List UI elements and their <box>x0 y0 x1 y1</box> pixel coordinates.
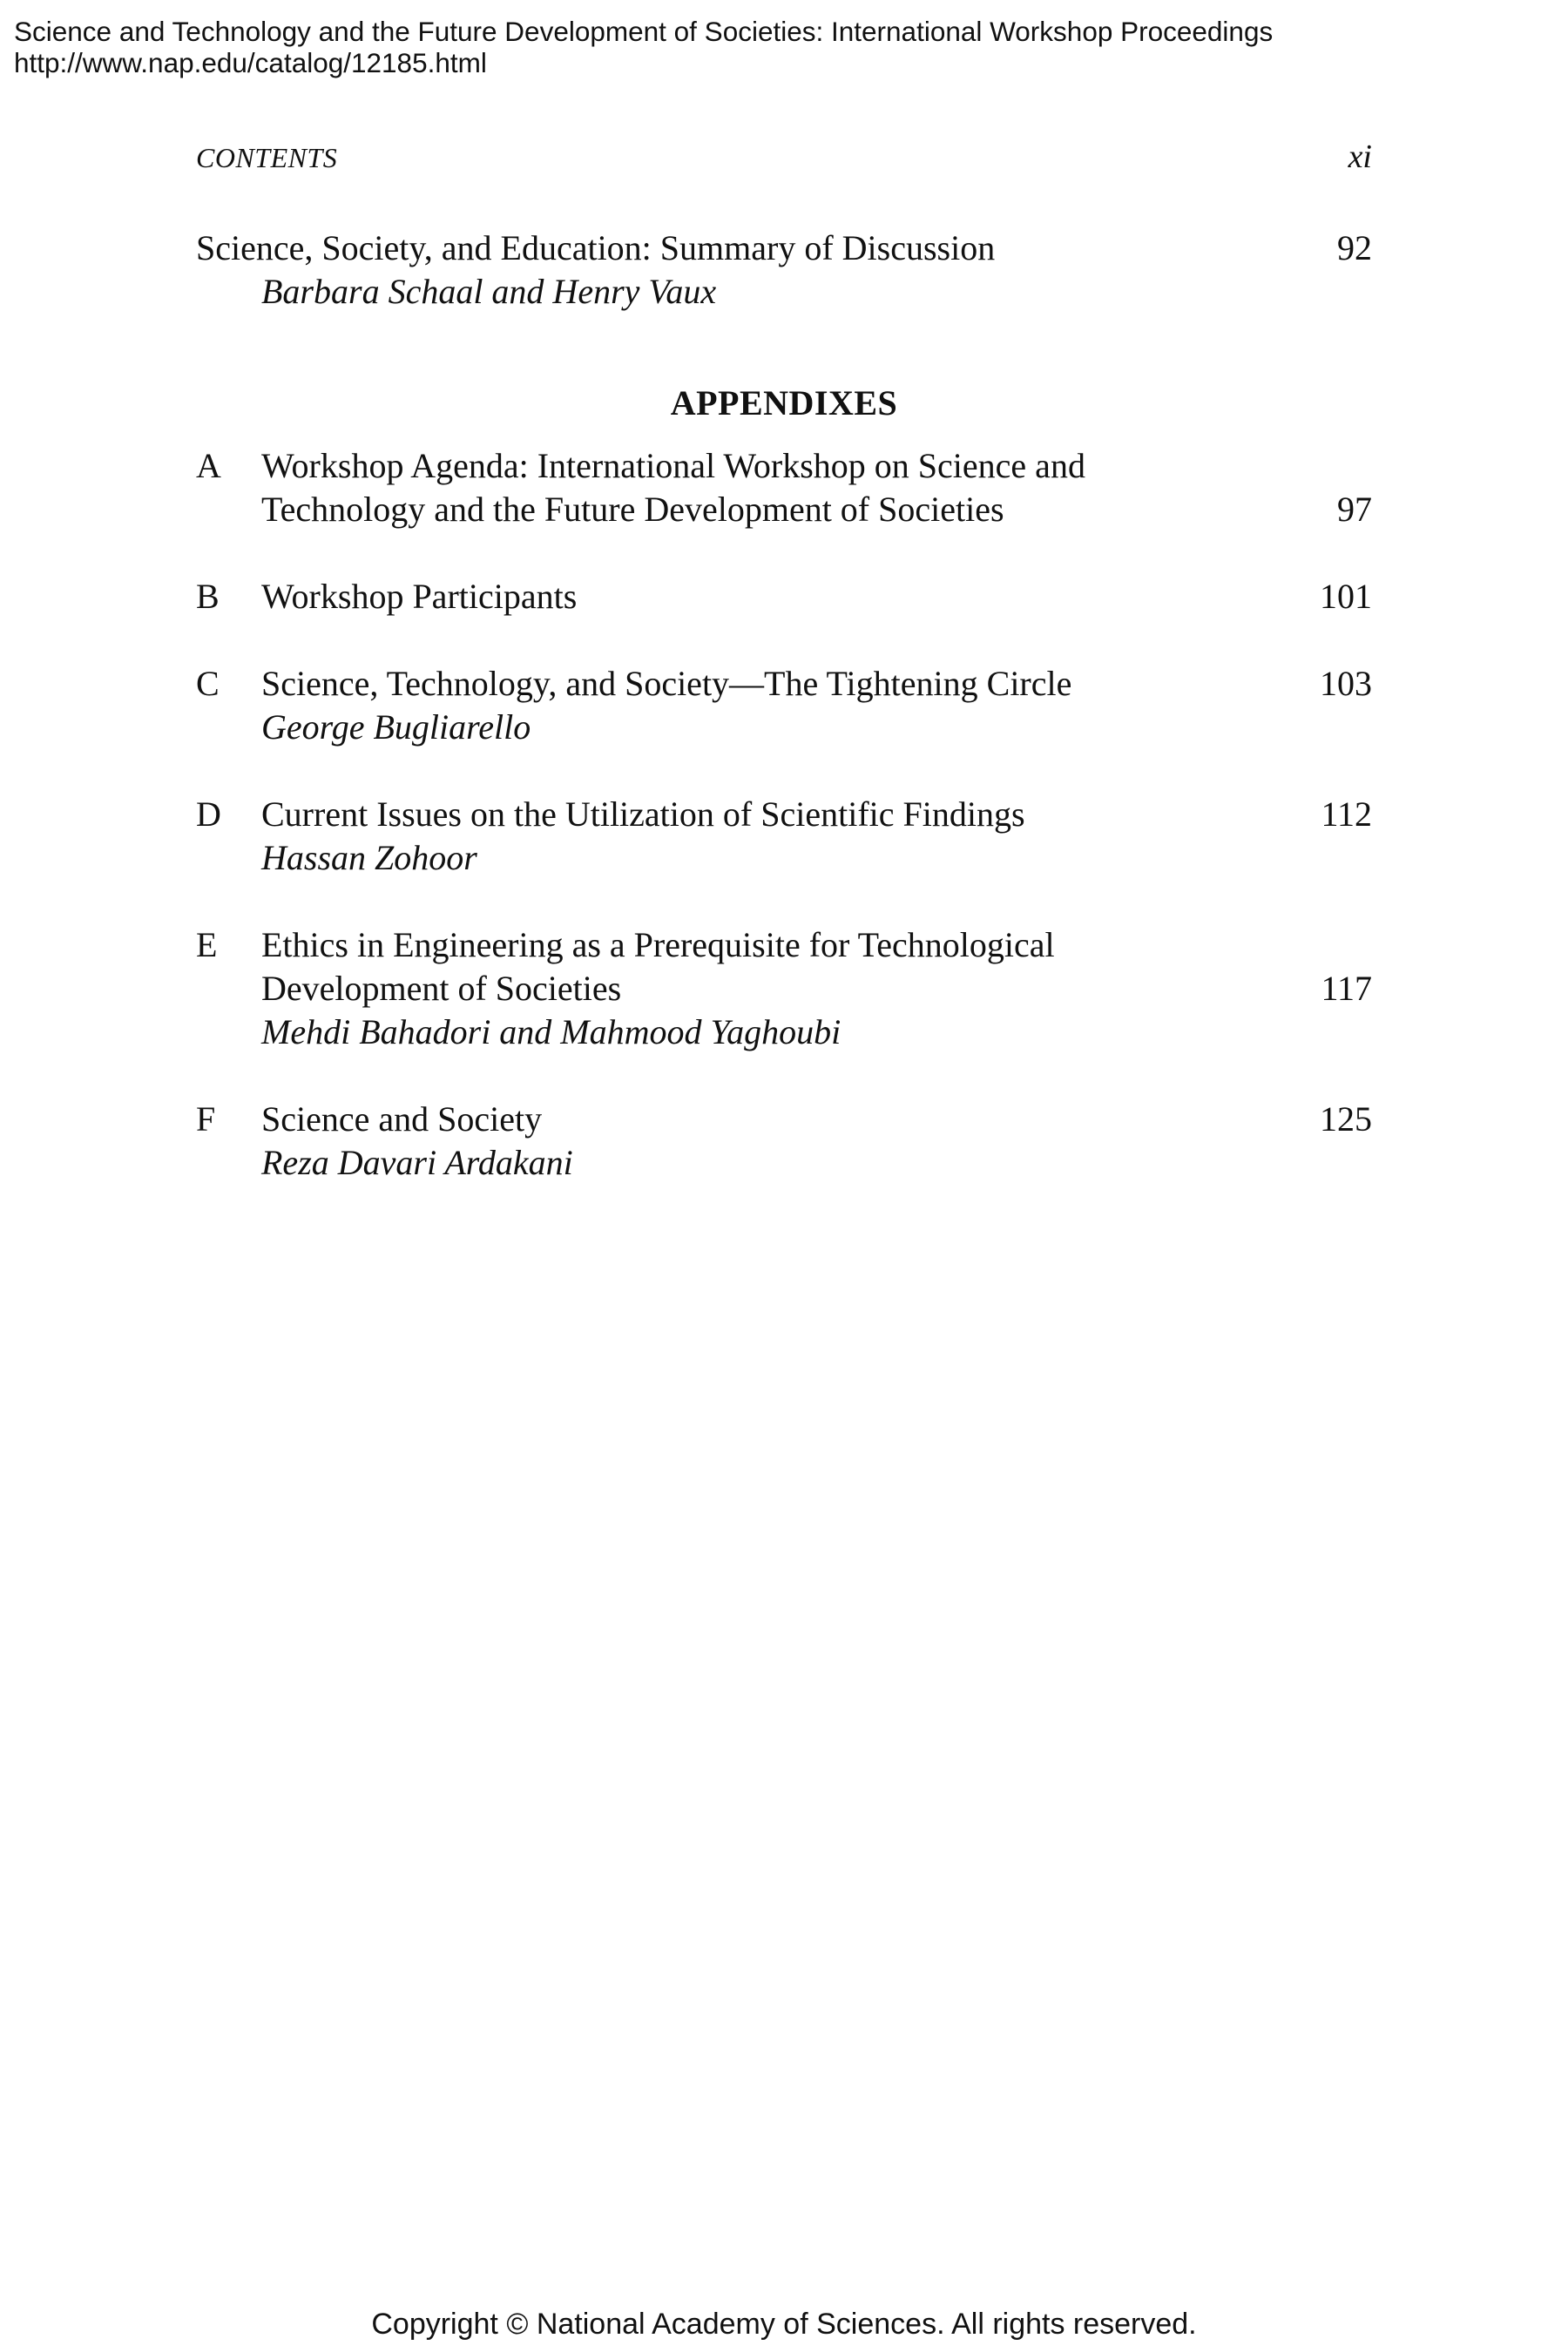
appendix-body <box>261 923 1263 1054</box>
appendix-page: 117 <box>1321 969 1372 1008</box>
appendix-author: Mehdi Bahadori and Mahmood Yaghoubi <box>261 1012 841 1051</box>
banner-url[interactable]: http://www.nap.edu/catalog/12185.html <box>14 47 487 78</box>
appendix-body <box>261 575 1263 618</box>
source-banner <box>14 16 1273 78</box>
appendix-letter: B <box>196 577 220 616</box>
appendix-author: George Bugliarello <box>261 707 531 747</box>
appendix-title-line: Ethics in Engineering as a Prerequisite for Technological <box>261 925 1055 964</box>
appendixes-heading: APPENDIXES <box>670 383 898 422</box>
appendix-body <box>261 444 1263 531</box>
copyright-footer: Copyright © National Academy of Sciences. All rights reserved. <box>371 2308 1197 2341</box>
appendix-letter: D <box>196 794 221 834</box>
appendix-page: 97 <box>1337 490 1372 529</box>
appendix-page: 112 <box>1321 794 1372 834</box>
appendix-page: 101 <box>1320 577 1372 616</box>
appendix-body <box>261 793 1263 880</box>
appendix-title-line: Current Issues on the Utilization of Scientific Findings <box>261 794 1025 834</box>
toc-entry-page: 92 <box>1337 228 1372 267</box>
appendix-body <box>261 662 1263 749</box>
appendix-title-line: Technology and the Future Development of Societies <box>261 490 1004 529</box>
appendix-page: 125 <box>1320 1099 1372 1139</box>
banner-title: Science and Technology and the Future Development of Societies: International Workshop Proceedings <box>14 16 1274 47</box>
appendix-title-line: Science, Technology, and Society—The Tightening Circle <box>261 664 1072 703</box>
toc-entry-author: Barbara Schaal and Henry Vaux <box>261 272 717 311</box>
appendix-letter: A <box>196 446 221 485</box>
appendix-page: 103 <box>1320 664 1372 703</box>
appendix-title-line: Workshop Participants <box>261 577 578 616</box>
appendix-title-line: Development of Societies <box>261 969 622 1008</box>
appendix-letter: E <box>196 925 218 964</box>
appendix-body <box>261 1098 1263 1185</box>
appendix-title-line: Science and Society <box>261 1099 543 1139</box>
toc-entry-body <box>196 226 1198 314</box>
appendix-author: Reza Davari Ardakani <box>261 1143 573 1182</box>
page-number: xi <box>1348 139 1372 175</box>
appendix-author: Hassan Zohoor <box>261 838 477 877</box>
appendix-letter: F <box>196 1099 216 1139</box>
appendix-letter: C <box>196 664 220 703</box>
running-head: CONTENTS <box>196 142 338 173</box>
appendix-title-line: Workshop Agenda: International Workshop on Science and <box>261 446 1085 485</box>
toc-entry-title: Science, Society, and Education: Summary of Discussion <box>196 228 996 267</box>
